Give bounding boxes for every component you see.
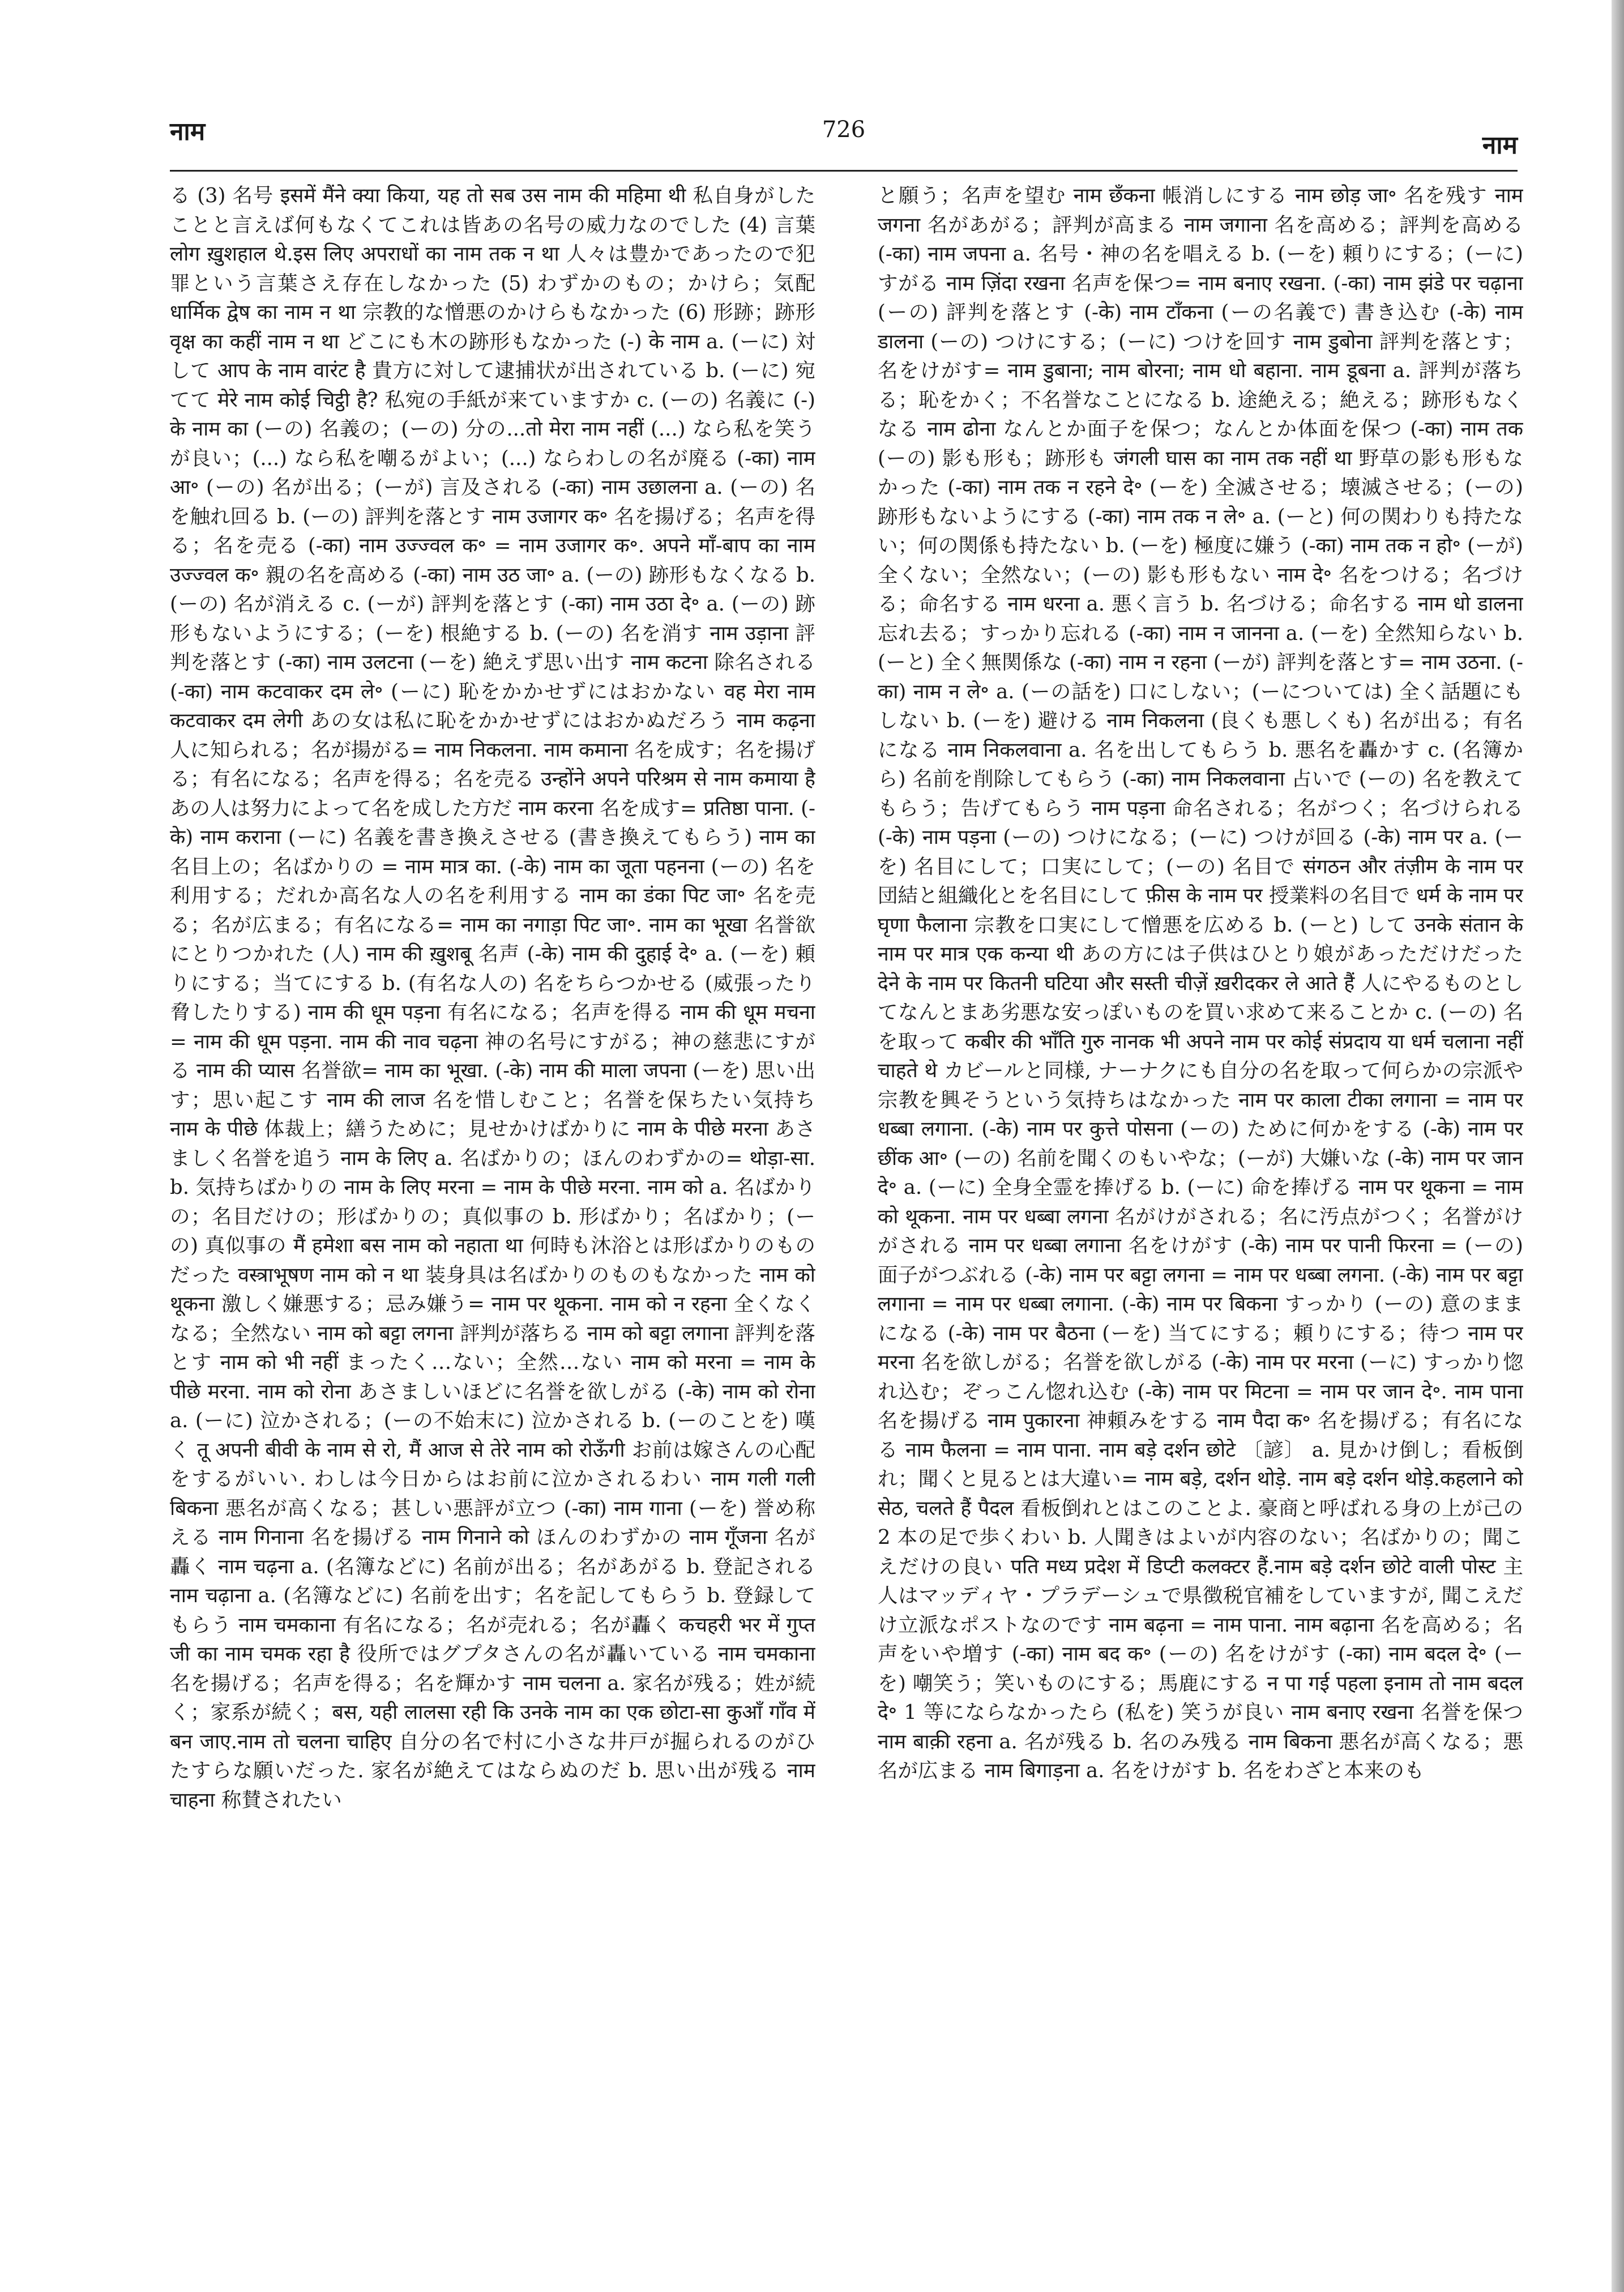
scan-edge [1612,0,1624,2292]
running-headword-right: नाम [1482,131,1518,160]
page-header [170,113,1518,159]
left-column-text: る (3) 名号 इसमें मैंने क्या किया, यह तो सब उस नाम की महिमा थी 私自身がしたことと言えば何もなくてこれは皆あの名号の威力なのでした (4) 言葉 लोग ख़ुशहाल थे.इस लिए अपराधों का नाम तक न था 人々は豊かであったので犯罪という言葉さえ存在しなかった (5) わずかのもの；かけら；気配 धार्मिक द्वेष का नाम न था 宗教的な憎悪のかけらもなかった (6) 形跡；跡形 वृक्ष का कहीं नाम न था どこにも木の跡形もなかった (-) के नाम a. (ーに) 対して आप के नाम वारंट है 貴方に対して逮捕状が出されている b. (ーに) 宛てて मेरे नाम कोई चिट्ठी है? 私宛の手紙が来ていますか c. (ーの) 名義に (-) के नाम का (ーの) 名義の；(ーの) 分の...तो मेरा नाम नहीं (...) なら私を笑うが良い；(...) なら私を嘲るがよい；(...) ならわしの名が廃る (-का) नाम आ॰ (ーの) 名が出る；(ーが) 言及される (-का) नाम उछालना a. (ーの) 名を触れ回る b. (ーの) 評判を落とす नाम उजागर क॰ 名を揚げる；名声を得る；名を売る (-का) नाम उज्ज्वल क॰ = नाम उजागर क॰. अपने माँ-बाप का नाम उज्ज्वल क॰ 親の名を高める (-का) नाम उठ जा॰ a. (ーの) 跡形もなくなる b. (ーの) 名が消える c. (ーが) 評判を落とす (-का) नाम उठा दे॰ a. (ーの) 跡形もないようにする；(ーを) 根絶する b. (ーの) 名を消す नाम उड़ाना 評判を落とす (-का) नाम उलटना (ーを) 絶えず思い出す नाम कटना 除名される (-का) नाम कटवाकर दम ले॰ (ーに) 恥をかかせずにはおかない वह मेरा नाम कटवाकर दम लेगी あの女は私に恥をかかせずにはおかぬだろう नाम कढ़ना 人に知られる；名が揚がる= नाम निकलना. नाम कमाना 名を成す；名を揚げる；有名になる；名声を得る；名を売る उन्होंने अपने परिश्रम से नाम कमाया है あの人は努力によって名を成した方だ नाम करना 名を成す= प्रतिष्ठा पाना. (-के) नाम कराना (ーに) 名義を書き換えさせる (書き換えてもらう) नाम का 名目上の；名ばかりの = नाम मात्र का. (-के) नाम का जूता पहनना (ーの) 名を利用する；だれか高名な人の名を利用する नाम का डंका पिट जा॰ 名を売る；名が広まる；有名になる= नाम का नगाड़ा पिट जा॰. नाम का भूखा 名誉欲にとりつかれた (人) नाम की ख़ुशबू 名声 (-के) नाम की दुहाई दे॰ a. (ーを) 頼りにする；当てにする b. (有名な人の) 名をちらつかせる (威張ったり脅したりする) नाम की धूम पड़ना 有名になる；名声を得る नाम की धूम मचना = नाम की धूम पड़ना. नाम की नाव चढ़ना 神の名号にすがる；神の慈悲にすがる नाम की प्यास 名誉欲= नाम का भूखा. (-के) नाम की माला जपना (ーを) 思い出す；思い起こす नाम की लाज 名を惜しむこと；名誉を保ちたい気持ち नाम के पीछे 体裁上；繕うために；見せかけばかりに नाम के पीछे मरना あさましく名誉を追う नाम के लिए a. 名ばかりの；ほんのわずかの= थोड़ा-सा. b. 気持ちばかりの नाम के लिए मरना = नाम के पीछे मरना. नाम को a. 名ばかりの；名目だけの；形ばかりの；真似事の b. 形ばかり；名ばかり；(ーの) 真似事の मैं हमेशा बस नाम को नहाता था 何時も沐浴とは形ばかりのものだった वस्त्राभूषण नाम को न था 装身具は名ばかりのものもなかった नाम को थूकना 激しく嫌悪する；忌み嫌う= नाम पर थूकना. नाम को न रहना 全くなくなる；全然ない नाम को बट्टा लगना 評判が落ちる नाम को बट्टा लगाना 評判を落とす नाम को भी नहीं まったく…ない；全然…ない नाम को मरना = नाम के पीछे मरना. नाम को रोना あさましいほどに名誉を欲しがる (-के) नाम को रोना a. (ーに) 泣かされる；(ーの不始末に) 泣かされる b. (ーのことを) 嘆く तू अपनी बीवी के नाम से रो, मैं आज से तेरे नाम को रोऊँगी お前は嫁さんの心配をするがいい. わしは今日からはお前に泣かされるわい नाम गली गली बिकना 悪名が高くなる；甚しい悪評が立つ (-का) नाम गाना (ーを) 誉め称える नाम गिनाना 名を揚げる नाम गिनाने को ほんのわずかの नाम गूँजना 名が轟く नाम चढ़ना a. (名簿などに) 名前が出る；名があがる b. 登記される नाम चढ़ाना a. (名簿などに) 名前を出す；名を記してもらう b. 登録してもらう नाम चमकाना 有名になる；名が売れる；名が轟く कचहरी भर में गुप्त जी का नाम चमक रहा है 役所ではグプタさんの名が轟いている नाम चमकाना 名を揚げる；名声を得る；名を輝かす नाम चलना a. 家名が残る；姓が続く；家系が続く；बस, यही लालसा रही कि उनके नाम का एक छोटा-सा कुआँ गाँव में बन जाए.नाम तो चलना चाहिए 自分の名で村に小さな井戸が掘られるのがひたすらな願いだった. 家名が絶えてはならぬのだ b. 思い出が残る नाम चाहना 称賛されたい [170,184,815,1812]
right-column [878,181,1523,2265]
left-column [170,181,815,2265]
header-rule [170,170,1518,172]
page-number: 726 [822,117,866,143]
right-column-text: と願う；名声を望む नाम छँकना 帳消しにする नाम छोड़ जा॰ 名を残す नाम जगना 名があがる；評判が高まる नाम जगाना 名を高める；評判を高める (-का) नाम जपना a. 名号・神の名を唱える b. (ーを) 頼りにする；(ーに) すがる नाम ज़िंदा रखना 名声を保つ= नाम बनाए रखना. (-का) नाम झंडे पर चढ़ाना (ーの) 評判を落とす (-के) नाम टाँकना (ーの名義で) 書き込む (-के) नाम डालना (ーの) つけにする；(ーに) つけを回す नाम डुबोना 評判を落とす；名をけがす= नाम डुबाना; नाम बोरना; नाम धो बहाना. नाम डूबना a. 評判が落ちる；恥をかく；不名誉なことになる b. 途絶える；絶える；跡形もなくなる नाम ढोना なんとか面子を保つ；なんとか体面を保つ (-का) नाम तक (ーの) 影も形も；跡形も जंगली घास का नाम तक नहीं था 野草の影も形もなかった (-का) नाम तक न रहने दे॰ (ーを) 全滅させる；壊滅させる；(ーの) 跡形もないようにする (-का) नाम तक न ले॰ a. (ーと) 何の関わりも持たない；何の関係も持たない b. (ーを) 極度に嫌う (-का) नाम तक न हो॰ (ーが) 全くない；全然ない；(ーの) 影も形もない नाम दे॰ 名をつける；名づける；命名する नाम धरना a. 悪く言う b. 名づける；命名する नाम धो डालना 忘れ去る；すっかり忘れる (-का) नाम न जानना a. (ーを) 全然知らない b. (ーと) 全く無関係な (-का) नाम न रहना (ーが) 評判を落とす= नाम उठना. (-का) नाम न ले॰ a. (ーの話を) 口にしない；(ーについては) 全く話題にもしない b. (ーを) 避ける नाम निकलना (良くも悪しくも) 名が出る；有名になる नाम निकलवाना a. 名を出してもらう b. 悪名を轟かす c. (名簿から) 名前を削除してもらう (-का) नाम निकलवाना 占いで (ーの) 名を教えてもらう；告げてもらう नाम पड़ना 命名される；名がつく；名づけられる (-के) नाम पड़ना (ーの) つけになる；(ーに) つけが回る (-के) नाम पर a. (ーを) 名目にして；口実にして；(ーの) 名目で संगठन और तंज़ीम के नाम पर 団結と組織化とを名目にして फ़ीस के नाम पर 授業料の名目で धर्म के नाम पर घृणा फैलाना 宗教を口実にして憎悪を広める b. (ーと) して उनके संतान के नाम पर मात्र एक कन्या थी あの方には子供はひとり娘があっただけだった देने के नाम पर कितनी घटिया और सस्ती चीज़ें ख़रीदकर ले आते हैं 人にやるものとしてなんとまあ劣悪な安っぽいものを買い求めて来ることか c. (ーの) 名を取って कबीर की भाँति गुरु नानक भी अपने नाम पर कोई संप्रदाय या धर्म चलाना नहीं चाहते थे カビールと同様, ナーナクにも自分の名を取って何らかの宗派や宗教を興そうという気持ちはなかった नाम पर काला टीका लगाना = नाम पर धब्बा लगाना. (-के) नाम पर कुत्ते पोसना (ーの) ために何かをする (-के) नाम पर छींक आ॰ (ーの) 名前を聞くのもいやな；(ーが) 大嫌いな (-के) नाम पर जान दे॰ a. (ーに) 全身全霊を捧げる b. (ーに) 命を捧げる नाम पर थूकना = नाम को थूकना. नाम पर धब्बा लगना 名がけがされる；名に汚点がつく；名誉がけがされる नाम पर धब्बा लगाना 名をけがす (-के) नाम पर पानी फिरना = (ーの) 面子がつぶれる (-के) नाम पर बट्टा लगना = नाम पर धब्बा लगना. (-के) नाम पर बट्टा लगाना = नाम पर धब्बा लगाना. (-के) नाम पर बिकना すっかり (ーの) 意のままになる (-के) नाम पर बैठना (ーを) 当てにする；頼りにする；待つ नाम पर मरना 名を欲しがる；名誉を欲しがる (-के) नाम पर मरना (ーに) すっかり惚れ込む；ぞっこん惚れ込む (-के) नाम पर मिटना = नाम पर जान दे॰. नाम पाना 名を揚げる नाम पुकारना 神頼みをする नाम पैदा क॰ 名を揚げる；有名になる नाम फैलना = नाम पाना. नाम बड़े दर्शन छोटे 〔諺〕 a. 見かけ倒し；看板倒れ；聞くと見るとは大違い= नाम बड़े, दर्शन थोड़े. नाम बड़े दर्शन थोड़े.कहलाने को सेठ, चलते हैं पैदल 看板倒れとはこのことよ. 豪商と呼ばれる身の上が己の 2 本の足で歩くわい b. 人聞きはよいが内容のない；名ばかりの；聞こえだけの良い पति मध्य प्रदेश में डिप्टी कलक्टर हैं.नाम बड़े दर्शन छोटे वाली पोस्ट 主人はマッディヤ・プラデーシュで県徴税官補をしていますが, 聞こえだけ立派なポストなのです नाम बढ़ना = नाम पाना. नाम बढ़ाना 名を高める；名声をいや増す (-का) नाम बद क॰ (ーの) 名をけがす (-का) नाम बदल दे॰ (ーを) 嘲笑う；笑いものにする；馬鹿にする न पा गई पहला इनाम तो नाम बदल दे॰ 1 等にならなかったら (私を) 笑うが良い नाम बनाए रखना 名誉を保つ नाम बाक़ी रहना a. 名が残る b. 名のみ残る नाम बिकना 悪名が高くなる；悪名が広まる नाम बिगाड़ना a. 名をけがす b. 名をわざと本来のも [878,184,1523,1782]
running-headword-left: नाम [170,117,206,146]
